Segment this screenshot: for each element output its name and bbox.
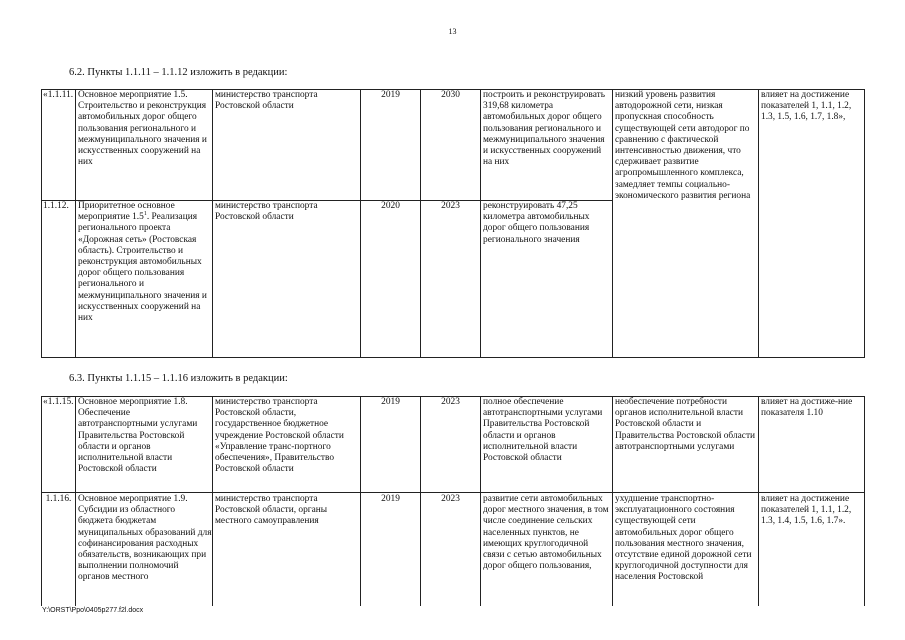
end-year: 2023 [441, 201, 460, 211]
consequence-shared: низкий уровень развития автодорожной сети, низкая пропускная способность существующей сети автодорог по сравнению с фактической интенсивностью движения, что сдерживает развитие агропромышленного комплекса, замедляет темпы социально-экономического развития региона [615, 90, 751, 201]
expected-result: развитие сети автомобильных дорог местного значения, в том числе соединение сельских населенных пунктов, не имеющих круглогодичной связи с сетью автомобильных дорог общего пользования, [483, 494, 609, 572]
start-year: 2020 [381, 201, 400, 211]
activity-name: Основное мероприятие 1.8. Обеспечение автотранспортными услугами Правительства Ростовской области и органов исполнительной власти Ростовской области [78, 397, 198, 475]
activity-name: Приоритетное основное мероприятие $1.5^1$. Реализация регионального проекта «Дорожная сеть» (Ростовская область). Строительство и реконструкция автомобильных дорог общего пользования регионального и межмуниципального значения и искусственных сооружений на них [78, 201, 207, 324]
section-heading-6-3: 6.3. Пункты 1.1.15 – 1.1.16 изложить в редакции: [69, 373, 288, 384]
start-year: 2019 [381, 494, 400, 504]
impact: влияет на достижение показателей 1, 1.1, 1.2, 1.3, 1.5, 1.6, 1.7, 1.8», [761, 90, 852, 123]
executor: министерство транспорта Ростовской области, органы местного самоуправления [215, 494, 328, 527]
end-year: 2023 [441, 494, 460, 504]
row-number: 1.1.16. [45, 494, 72, 504]
consequence: ухудшение транспортно-эксплуатационного состояния существующей сети автомобильных дорог общего пользования местного значения, отсутствие единой дорожной сети круглогодичной доступности для населения Ростовской [615, 494, 752, 583]
row-number: «1.1.15. [43, 397, 74, 407]
impact: влияет на достижение показателей 1, 1.1, 1.2, 1.3, 1.4, 1.5, 1.6, 1.7». [761, 494, 852, 527]
impact: влияет на достиже-ние показателя 1.10 [761, 397, 853, 419]
start-year: 2019 [381, 90, 400, 100]
end-year: 2030 [441, 90, 460, 100]
row-number: 1.1.12. [43, 201, 69, 211]
expected-result: полное обеспечение автотранспортными услугами Правительства Ростовской области и органов исполнительной власти Ростовской области [483, 397, 603, 464]
row-number: «1.1.11. [43, 90, 74, 100]
expected-result: реконструировать 47,25 километра автомобильных дорог общего пользования регионального значения [483, 201, 590, 245]
activity-name: Основное мероприятие 1.5. Строительство и реконструкция автомобильных дорог общего пользования регионального и межмуниципального значения и искусственных сооружений на них [78, 90, 207, 168]
executor: министерство транспорта Ростовской области, государственное бюджетное учреждение Ростовской области «Управление транс-портного обеспечения», Правительство Ростовской области [215, 397, 344, 475]
activity-name: Основное мероприятие 1.9. Субсидии из областного бюджета бюджетам муниципальных образований для софинансирования расходных обязательств, возникающих при выполнении полномочий органов местного [78, 494, 212, 583]
section-heading-6-2: 6.2. Пункты 1.1.11 – 1.1.12 изложить в редакции: [69, 67, 288, 78]
expected-result: построить и реконструировать 319,68 километра автомобильных дорог общего пользования регионального и межмуниципального значения и искусственных сооружений на них [483, 90, 606, 168]
end-year: 2023 [441, 397, 460, 407]
footer-file-path: Y:\ORST\Ppo\0405p277.f2l.docx [42, 607, 144, 614]
start-year: 2019 [381, 397, 400, 407]
executor: министерство транспорта Ростовской области [215, 90, 318, 112]
page-number: 13 [448, 27, 457, 36]
executor: министерство транспорта Ростовской области [215, 201, 318, 223]
consequence: необеспечение потребности органов исполнительной власти Ростовской области и Правительства Ростовской области автотранспортными услугами [615, 397, 756, 452]
